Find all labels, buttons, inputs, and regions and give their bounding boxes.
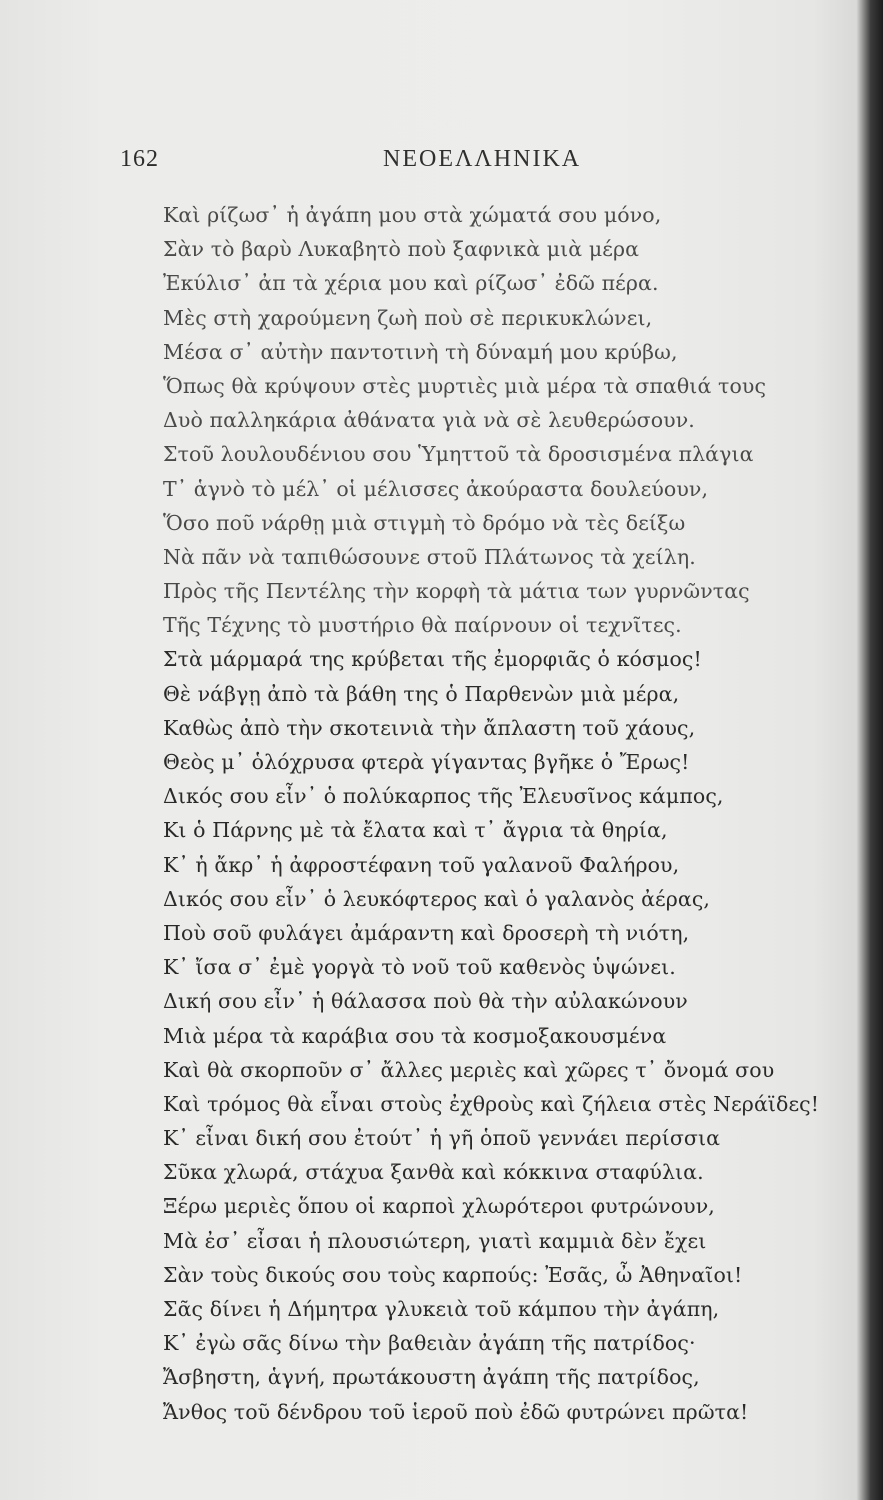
poem-line: Καὶ τρόμος θὰ εἶναι στοὺς ἐχθροὺς καὶ ζήλεια στὲς Νεράϊδες! — [163, 1091, 820, 1116]
poem-line: Ἐκύλισ᾽ ἀπ τὰ χέρια μου καὶ ρίζωσ᾽ ἐδῶ πέρα. — [163, 271, 659, 296]
poem-line: Μὲς στὴ χαρούμενη ζωὴ ποὺ σὲ περικυκλώνει, — [163, 305, 653, 330]
poem-line: Στὰ μάρμαρά της κρύβεται τῆς ἐμορφιᾶς ὁ κόσμος! — [163, 647, 702, 672]
poem-line: Κ᾽ εἶναι δική σου ἐτούτ᾽ ἡ γῆ ὁπoῦ γεννάει περίσσια — [163, 1126, 721, 1151]
poem-line: Σὰν τὸ βαρὺ Λυκαβητὸ ποὺ ξαφνικὰ μιὰ μέρα — [163, 237, 640, 262]
poem-line: Δική σου εἶν᾽ ἡ θάλασσα ποὺ θὰ τὴν αὐλακώνουν — [163, 989, 688, 1014]
poem-line: Θὲ νάβγῃ ἀπὸ τὰ βάθη της ὁ Παρθενὼν μιὰ μέρα, — [163, 681, 680, 706]
poem-line: Καὶ ρίζωσ᾽ ἡ ἀγάπη μου στὰ χώματά σου μόνο, — [163, 203, 662, 227]
poem-line: Σᾶς δίνει ἡ Δήμητρα γλυκειὰ τοῦ κάμπου τὴν ἀγάπη, — [163, 1297, 720, 1321]
poem-line: Ἄνθος τοῦ δένδρου τοῦ ἱεροῦ ποὺ ἐδῶ φυτρώνει πρῶτα! — [163, 1399, 749, 1424]
poem-line: Πρὸς τῆς Πεντέλης τὴν κορφὴ τὰ μάτια των γυρνῶντας — [163, 579, 750, 604]
poem-line: Κι ὁ Πάρνης μὲ τὰ ἔλατα καὶ τ᾽ ἄγρια τὰ θηρία, — [163, 818, 668, 843]
poem-line: Νὰ πᾶν νὰ ταπιθώσουνε στοῦ Πλάτωνος τὰ χείλη. — [163, 544, 696, 569]
poem-line: Τῆς Τέχνης τὸ μυστήριο θὰ παίρνουν οἱ τεχνῖτες. — [163, 613, 682, 638]
poem-line: Θεὸς μ᾽ ὁλόχρυσα φτερὰ γίγαντας βγῆκε ὁ Ἔρως! — [163, 750, 690, 774]
poem-line: Κ᾽ ἡ ἄκρ᾽ ἡ ἀφροστέφανη τοῦ γαλανοῦ Φαλήρου, — [163, 852, 680, 877]
poem-line: Δυὸ παλληκάρια ἀθάνατα γιὰ νὰ σὲ λευθερώσουν. — [163, 408, 695, 433]
poem-line: Ὅπως θὰ κρύψουν στὲς μυρτιὲς μιὰ μέρα τὰ σπαθιά τους — [163, 373, 767, 398]
poem-line: Δικός σου εἶν᾽ ὁ πολύκαρπος τῆς Ἐλευσῖνος κάμπος, — [163, 784, 724, 809]
poem-line: Κ᾽ ἴσα σ᾽ ἐμὲ γοργὰ τὸ νοῦ τοῦ καθενὸς ὑψώνει. — [163, 955, 676, 980]
poem-line: Ποὺ σοῦ φυλάγει ἀμάραντη καὶ δροσερὴ τὴ νιότη, — [163, 920, 690, 945]
poem-line: Σῦκα χλωρά, στάχυα ξανθὰ καὶ κόκκινα σταφύλια. — [163, 1160, 704, 1185]
poem-line: Κ᾽ ἐγὼ σᾶς δίνω τὴν βαθειὰν ἀγάπη τῆς πατρίδος· — [163, 1331, 696, 1356]
poem-line: Τ᾽ ἁγνὸ τὸ μέλ᾽ οἱ μέλισσες ἀκούραστα δουλεύουν, — [163, 476, 709, 501]
poem-line: Καθὼς ἀπὸ τὴν σκοτεινιὰ τὴν ἄπλαστη τοῦ χάους, — [163, 715, 696, 740]
poem-line: Ἄσβηστη, ἁγνή, πρωτάκουστη ἀγάπη τῆς πατρίδος, — [163, 1365, 700, 1390]
poem-body — [163, 198, 863, 1429]
poem-line: Μέσα σ᾽ αὐτὴν παντοτινὴ τὴ δύναμή μου κρύβω, — [163, 339, 678, 364]
poem-line: Καὶ θὰ σκορποῦν σ᾽ ἄλλες μεριὲς καὶ χῶρες τ᾽ ὄνομά σου — [163, 1057, 775, 1082]
page-number: 162 — [120, 146, 159, 172]
poem-line: Σὰν τοὺς δικούς σου τοὺς καρπούς: Ἐσᾶς, ὦ Ἀθηναῖοι! — [163, 1262, 743, 1287]
poem-line: Ξέρω μεριὲς ὅπου οἱ καρποὶ χλωρότεροι φυτρώνουν, — [163, 1194, 715, 1219]
poem-line: Στοῦ λουλουδένιου σου Ὑμηττοῦ τὰ δροσισμένα πλάγια — [163, 442, 754, 467]
running-head-title: ΝΕΟΕΛΛΗΝΙΚΑ — [383, 146, 582, 172]
poem-line: Δικός σου εἶν᾽ ὁ λευκόφτερος καὶ ὁ γαλανὸς ἀέρας, — [163, 886, 711, 911]
poem-line: Ὅσο ποῦ νάρθῃ μιὰ στιγμὴ τὸ δρόμο νὰ τὲς δείξω — [163, 510, 686, 535]
poem-line: Μὰ ἐσ᾽ εἶσαι ἡ πλουσιώτερη, γιατὶ καμμιὰ δὲν ἔχει — [163, 1228, 707, 1253]
poem-line: Μιὰ μέρα τὰ καράβια σου τὰ κοσμοξακουσμένα — [163, 1023, 667, 1048]
